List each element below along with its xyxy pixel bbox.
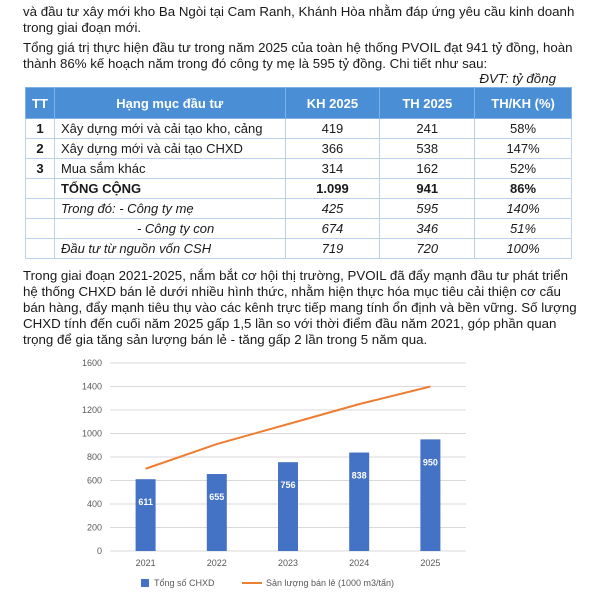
- x-tick-label: 2024: [349, 558, 370, 568]
- cell-tt: [26, 199, 55, 219]
- col-header-actual: TH 2025: [380, 88, 475, 119]
- cell-actual: 241: [380, 119, 475, 139]
- y-tick-label: 1600: [81, 358, 102, 368]
- retail-volume-line: [146, 387, 431, 469]
- cell-plan: 314: [285, 159, 380, 179]
- x-tick-label: 2023: [277, 558, 299, 568]
- bar-2021: [136, 479, 156, 551]
- p3-line-5: trọng để gia tăng sản lượng bán lẻ - tăng gấp 2 lần trong 5 năm qua.: [23, 332, 428, 347]
- p2-line-1: Tổng giá trị thực hiện đầu tư trong năm 2025 của toàn hệ thống PVOIL đạt 941 tỷ đồng, hoàn: [23, 40, 573, 55]
- cell-plan: 1.099: [285, 179, 380, 199]
- cell-ratio: 100%: [475, 239, 572, 259]
- p3-line-3: bán hàng, đẩy mạnh tiêu thụ vào các kênh trực tiếp mang tính ổn định và bền vững. Số lượng: [23, 300, 577, 315]
- cell-actual: 346: [380, 219, 475, 239]
- cell-plan: 719: [285, 239, 380, 259]
- y-tick-label: 1200: [81, 405, 102, 415]
- cell-item: Mua sắm khác: [54, 159, 285, 179]
- cell-item: Trong đó: - Công ty mẹ: [54, 199, 285, 219]
- cell-ratio: 147%: [475, 139, 572, 159]
- intro-paragraph: [23, 4, 578, 36]
- bar-2024: [349, 453, 369, 551]
- p1-line-2: trong giai đoạn mới.: [23, 20, 142, 35]
- retail-chart: [66, 351, 476, 596]
- cell-plan: 366: [285, 139, 380, 159]
- table-row: [26, 139, 572, 159]
- cell-ratio: 86%: [475, 179, 572, 199]
- legend-label-line: Sản lượng bán lẻ (1000 m3/tấn): [266, 578, 395, 588]
- unit-label: ĐVT: tỷ đồng: [479, 71, 556, 86]
- cell-tt: 2: [26, 139, 55, 159]
- x-tick-label: 2022: [206, 558, 227, 568]
- cell-tt: 3: [26, 159, 55, 179]
- cell-actual: 538: [380, 139, 475, 159]
- cell-tt: [26, 179, 55, 199]
- investment-table: [25, 87, 572, 259]
- col-header-item: Hạng mục đầu tư: [54, 88, 285, 119]
- cell-ratio: 51%: [475, 219, 572, 239]
- y-tick-label: 1000: [81, 428, 102, 439]
- cell-ratio: 58%: [475, 119, 572, 139]
- p1-line-1: và đầu tư xây mới kho Ba Ngòi tại Cam Ranh, Khánh Hòa nhằm đáp ứng yêu cầu kinh doanh: [23, 4, 575, 19]
- y-tick-label: 1400: [81, 381, 102, 392]
- cell-item: - Công ty con: [54, 219, 285, 239]
- cell-item: Xây dựng mới và cải tạo CHXD: [54, 139, 285, 159]
- cell-tt: 1: [26, 119, 55, 139]
- table-row: [26, 199, 572, 219]
- investment-summary-paragraph: [23, 40, 578, 72]
- cell-ratio: 140%: [475, 199, 572, 219]
- cell-tt: [26, 239, 55, 259]
- p3-line-1: Trong giai đoạn 2021-2025, nắm bắt cơ hội thị trường, PVOIL đã đẩy mạnh đầu tư phát triển: [23, 268, 569, 283]
- bar-value-label: 611: [138, 497, 153, 508]
- x-tick-label: 2021: [135, 558, 156, 568]
- table-total-row: [26, 179, 572, 199]
- bar-2022: [207, 474, 227, 551]
- y-tick-label: 600: [86, 475, 102, 486]
- cell-tt: [26, 219, 55, 239]
- y-tick-label: 0: [96, 546, 102, 556]
- cell-item: Đầu tư từ nguồn vốn CSH: [54, 239, 285, 259]
- legend-swatch-bars: [141, 579, 149, 587]
- p2-line-2: thành 86% kế hoạch năm trong đó công ty mẹ là 595 tỷ đồng. Chi tiết như sau:: [23, 56, 488, 71]
- col-header-ratio: TH/KH (%): [475, 88, 572, 119]
- p3-line-4: CHXD tính đến cuối năm 2025 gấp 1,5 lần so với thời điểm đầu năm 2021, góp phần quan: [23, 316, 557, 331]
- bar-value-label: 950: [422, 457, 438, 468]
- table-row: [26, 219, 572, 239]
- bar-value-label: 655: [209, 492, 225, 503]
- cell-ratio: 52%: [475, 159, 572, 179]
- y-tick-label: 800: [86, 452, 102, 462]
- y-tick-label: 200: [86, 522, 102, 533]
- cell-plan: 419: [285, 119, 380, 139]
- legend-label-bars: Tổng số CHXD: [154, 578, 215, 588]
- p3-line-2: hệ thống CHXD bán lẻ dưới nhiều hình thức, nhằm hiện thực hóa mục tiêu cải thiện cơ cấu: [23, 284, 561, 299]
- cell-plan: 425: [285, 199, 380, 219]
- table-row: [26, 119, 572, 139]
- y-tick-label: 400: [86, 499, 102, 509]
- bar-value-label: 756: [280, 480, 296, 491]
- col-header-tt: TT: [26, 88, 55, 119]
- cell-actual: 720: [380, 239, 475, 259]
- cell-actual: 162: [380, 159, 475, 179]
- cell-item: TỔNG CỘNG: [54, 179, 285, 199]
- table-header-row: [26, 88, 572, 119]
- retail-network-paragraph: [23, 268, 578, 348]
- cell-plan: 674: [285, 219, 380, 239]
- table-row: [26, 239, 572, 259]
- table-row: [26, 159, 572, 179]
- bar-2023: [278, 462, 298, 551]
- cell-actual: 941: [380, 179, 475, 199]
- cell-item: Xây dựng mới và cải tạo kho, cảng: [54, 119, 285, 139]
- cell-actual: 595: [380, 199, 475, 219]
- x-tick-label: 2025: [420, 558, 441, 568]
- col-header-plan: KH 2025: [285, 88, 380, 119]
- bar-2025: [420, 439, 440, 551]
- bar-value-label: 838: [351, 470, 367, 481]
